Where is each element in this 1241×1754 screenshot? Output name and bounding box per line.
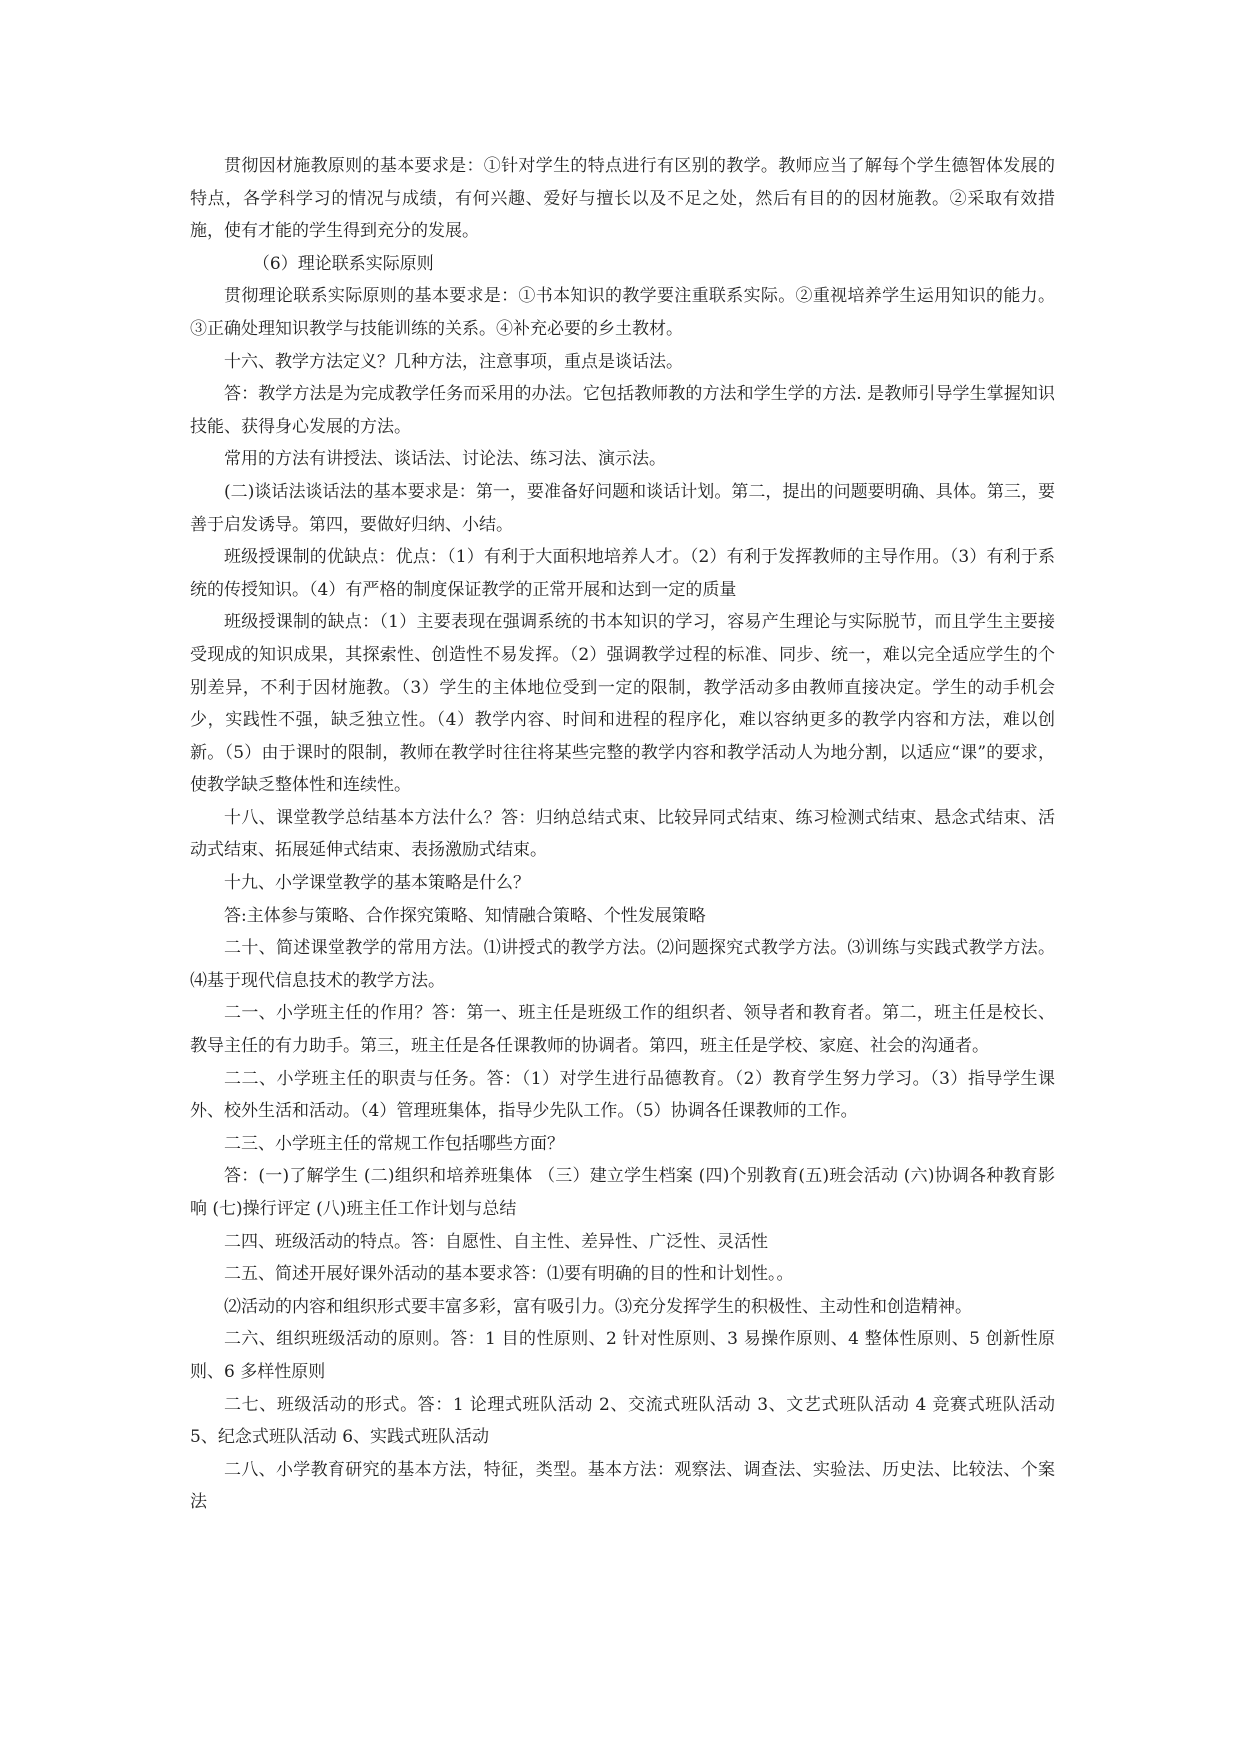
paragraph: 二六、组织班级活动的原则。答：1 目的性原则、2 针对性原则、3 易操作原则、4 整体性原则、5 创新性原则、6 多样性原则 xyxy=(190,1329,1055,1382)
paragraph: 二七、班级活动的形式。答：1 论理式班队活动 2、交流式班队活动 3、文艺式班队活动 4 竞赛式班队活动 5、纪念式班队活动 6、实践式班队活动 xyxy=(190,1394,1055,1448)
question-heading: 二三、小学班主任的常规工作包括哪些方面？ xyxy=(224,1133,564,1154)
question-heading: 十六、教学方法定义？几种方法，注意事项，重点是谈话法。 xyxy=(224,351,683,372)
paragraph: 二一、小学班主任的作用？答：第一、班主任是班级工作的组织者、领导者和教育者。第二，班主任是校长、教导主任的有力助手。第三，班主任是各任课教师的协调者。第四，班主任是学校、家庭、社会的沟通者。 xyxy=(190,1003,1055,1057)
paragraph: 贯彻因材施教原则的基本要求是：①针对学生的特点进行有区别的教学。教师应当了解每个学生德智体发展的特点，各学科学习的情况与成绩，有何兴趣、爱好与擅长以及不足之处，然后有目的的因材施教。②采取有效措施，使有才能的学生得到充分的发展。 xyxy=(190,156,1055,242)
question-heading: 十九、小学课堂教学的基本策略是什么？ xyxy=(224,873,530,894)
section-heading: （6）理论联系实际原则 xyxy=(252,253,434,274)
paragraph: 二二、小学班主任的职责与任务。答：（1）对学生进行品德教育。（2）教育学生努力学习。（3）指导学生课外、校外生活和活动。（4）管理班集体，指导少先队工作。（5）协调各任课教师的工作。 xyxy=(190,1068,1055,1122)
paragraph: 二八、小学教育研究的基本方法，特征，类型。基本方法：观察法、调查法、实验法、历史法、比较法、个案法 xyxy=(190,1459,1055,1513)
paragraph: 二四、班级活动的特点。答：自愿性、自主性、差异性、广泛性、灵活性 xyxy=(224,1231,768,1252)
paragraph: (二)谈话法谈话法的基本要求是：第一，要准备好问题和谈话计划。第二，提出的问题要明确、具体。第三，要善于启发诱导。第四，要做好归纳、小结。 xyxy=(190,481,1055,535)
paragraph: 二五、简述开展好课外活动的基本要求答：⑴要有明确的目的性和计划性。。 xyxy=(224,1264,794,1285)
paragraph: 答：教学方法是为完成教学任务而采用的办法。它包括教师教的方法和学生学的方法. 是教师引导学生掌握知识技能、获得身心发展的方法。 xyxy=(190,384,1055,437)
document-body xyxy=(190,150,1055,1519)
paragraph: 班级授课制的缺点：（1）主要表现在强调系统的书本知识的学习，容易产生理论与实际脱节，而且学生主要接受现成的知识成果，其探索性、创造性不易发挥。（2）强调教学过程的标准、同步、统一，难以完全适应学生的个别差异，不利于因材施教。（3）学生的主体地位受到一定的限制，教学活动多由教师直接决定。学生的动手机会少，实践性不强，缺乏独立性。（4）教学内容、时间和进程的程序化，难以容纳更多的教学内容和方法，难以创新。（5）由于课时的限制，教师在教学时往往将某些完整的教学内容和教学活动人为地分割，以适应“课”的要求，使教学缺乏整体性和连续性。 xyxy=(190,612,1055,796)
paragraph: ⑵活动的内容和组织形式要丰富多彩，富有吸引力。⑶充分发挥学生的积极性、主动性和创造精神。 xyxy=(224,1296,972,1317)
paragraph: 十八、课堂教学总结基本方法什么？答：归纳总结式束、比较异同式结束、练习检测式结束、悬念式结束、活动式结束、拓展延伸式结束、表扬激励式结束。 xyxy=(190,807,1055,861)
paragraph: 贯彻理论联系实际原则的基本要求是：①书本知识的教学要注重联系实际。②重视培养学生运用知识的能力。③正确处理知识教学与技能训练的关系。④补充必要的乡土教材。 xyxy=(190,286,1055,339)
paragraph: 答:主体参与策略、合作探究策略、知情融合策略、个性发展策略 xyxy=(224,905,706,926)
paragraph: 答：(一)了解学生 (二)组织和培养班集体 （三）建立学生档案 (四)个别教育(五)班会活动 (六)协调各种教育影响 (七)操行评定 (八)班主任工作计划与总结 xyxy=(190,1166,1055,1219)
paragraph: 二十、简述课堂教学的常用方法。⑴讲授式的教学方法。⑵问题探究式教学方法。⑶训练与实践式教学方法。 ⑷基于现代信息技术的教学方法。 xyxy=(190,938,1055,991)
paragraph: 常用的方法有讲授法、谈话法、讨论法、练习法、演示法。 xyxy=(224,449,666,470)
paragraph: 班级授课制的优缺点：优点：（1）有利于大面积地培养人才。（2）有利于发挥教师的主导作用。（3）有利于系统的传授知识。（4）有严格的制度保证教学的正常开展和达到一定的质量 xyxy=(190,547,1055,600)
